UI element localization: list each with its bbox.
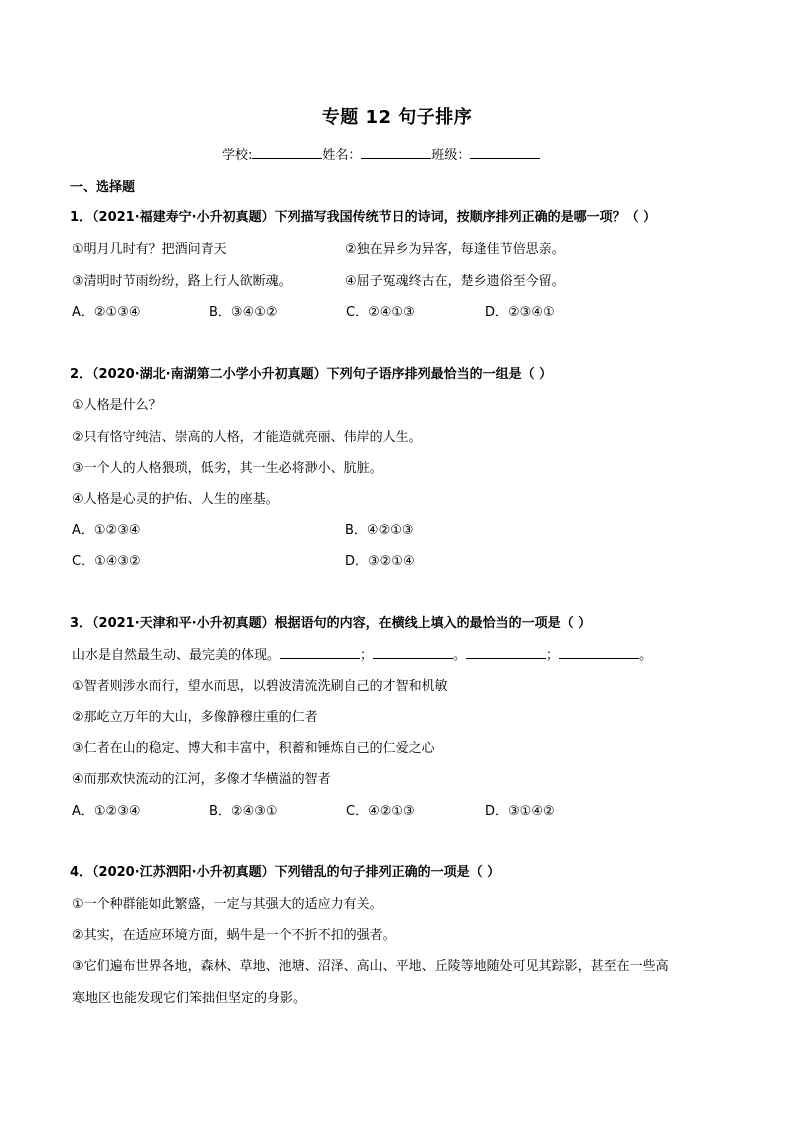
q3-option-b[interactable]: B．②④③①: [209, 804, 278, 819]
q3-option-a[interactable]: A．①②③④: [72, 804, 141, 819]
q4-stem: 4．（2020·江苏泗阳·小升初真题）下列错乱的句子排列正确的一项是（ ）: [70, 865, 501, 880]
q1-option-a[interactable]: A．②①③④: [72, 305, 141, 320]
q3-blank-2[interactable]: [373, 646, 453, 659]
q1-option-d[interactable]: D．②③④①: [485, 305, 555, 320]
q2-sentence-2: ②只有恪守纯洁、崇高的人格，才能造就亮丽、伟岸的人生。: [72, 430, 422, 445]
q1-option-b[interactable]: B．③④①②: [209, 305, 278, 320]
q2-option-c[interactable]: C．①④③②: [72, 554, 141, 569]
name-label: 姓名：: [322, 148, 362, 163]
q2-option-b[interactable]: B．④②①③: [345, 523, 414, 538]
student-info-line: [222, 144, 540, 163]
q1-sentence-2: ②独在异乡为异客，每逢佳节倍思亲。: [345, 242, 565, 257]
class-label: 班级：: [431, 148, 471, 163]
q3-sep-2: 。: [453, 648, 467, 663]
q2-stem: 2．（2020·湖北·南湖第二小学小升初真题）下列句子语序排列最恰当的一组是（ ）: [70, 367, 553, 382]
q3-lead: 山水是自然最生动、最完美的体现。: [72, 648, 281, 663]
class-blank[interactable]: [470, 146, 540, 159]
q3-sep-4: 。: [639, 648, 653, 663]
q1-stem: 1．（2021·福建寿宁·小升初真题）下列描写我国传统节日的诗词，按顺序排列正确的是哪一项？（ ）: [70, 210, 657, 225]
q3-blank-1[interactable]: [280, 646, 360, 659]
q4-sentence-3-part-1: ③它们遍布世界各地，森林、草地、池塘、沼泽、高山、平地、丘陵等地随处可见其踪影，甚至在一些高: [72, 959, 669, 974]
q3-blank-4[interactable]: [559, 646, 639, 659]
q2-sentence-1: ①人格是什么？: [72, 398, 162, 413]
q3-blank-3[interactable]: [466, 646, 546, 659]
q1-option-c[interactable]: C．②④①③: [346, 305, 415, 320]
q3-sentence-4: ④而那欢快流动的江河，多像才华横溢的智者: [72, 772, 331, 787]
q1-sentence-1: ①明月几时有？把酒问青天: [72, 242, 227, 257]
school-label: 学校:: [222, 148, 253, 163]
school-blank[interactable]: [252, 146, 322, 159]
q3-stem: 3．（2021·天津和平·小升初真题）根据语句的内容，在横线上填入的最恰当的一项是（ ）: [70, 616, 592, 631]
q3-sentence-1: ①智者则涉水而行，望水而思，以碧波清流洗刷自己的才智和机敏: [72, 679, 448, 694]
q4-sentence-2: ②其实，在适应环境方面，蜗牛是一个不折不扣的强者。: [72, 928, 396, 943]
q2-sentence-4: ④人格是心灵的护佑、人生的座基。: [72, 492, 279, 507]
q4-sentence-3-part-2: 寒地区也能发现它们笨拙但坚定的身影。: [72, 991, 307, 1006]
q3-sentence-2: ②那屹立万年的大山，多像静穆庄重的仁者: [72, 710, 318, 725]
q3-option-d[interactable]: D．③①④②: [485, 804, 555, 819]
q2-option-d[interactable]: D．③②①④: [345, 554, 415, 569]
page-title: 专题 12 句子排序: [321, 107, 473, 128]
q3-sep-3: ；: [546, 648, 560, 663]
q3-option-c[interactable]: C．④②①③: [346, 804, 415, 819]
section-heading: 一、选择题: [70, 180, 136, 195]
name-blank[interactable]: [361, 146, 431, 159]
q3-sentence-3: ③仁者在山的稳定、博大和丰富中，积蓄和锤炼自己的仁爱之心: [72, 741, 435, 756]
q2-option-a[interactable]: A．①②③④: [72, 523, 141, 538]
q3-sep-1: ；: [360, 648, 374, 663]
q2-sentence-3: ③一个人的人格猥琐，低劣，其一生必将渺小、肮脏。: [72, 461, 383, 476]
q1-sentence-3: ③清明时节雨纷纷，路上行人欲断魂。: [72, 274, 292, 289]
q1-sentence-4: ④屈子冤魂终古在，楚乡遗俗至今留。: [345, 274, 565, 289]
q4-sentence-1: ①一个种群能如此繁盛，一定与其强大的适应力有关。: [72, 897, 383, 912]
q3-fill-line: [72, 644, 652, 663]
